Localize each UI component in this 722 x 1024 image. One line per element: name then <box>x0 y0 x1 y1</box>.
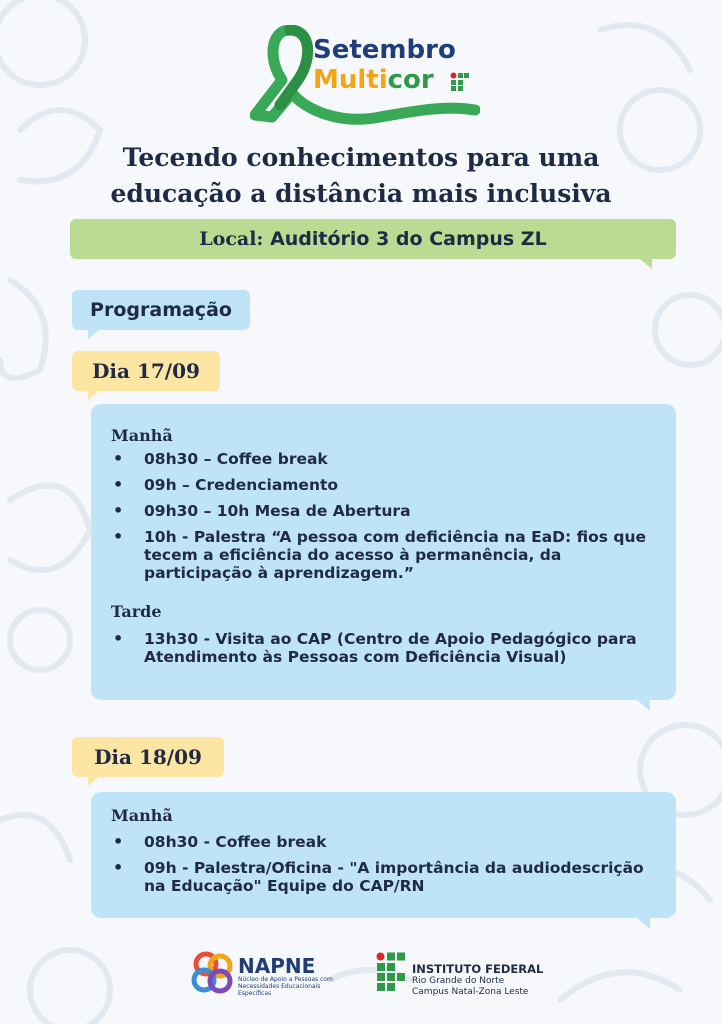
logo-word-multicor <box>313 65 434 95</box>
event-logo <box>250 25 480 125</box>
napne-subtitle: Núcleo de Apoio a Pessoas com Necessidades Educacionais Específicas <box>238 976 333 997</box>
napne-logo <box>190 948 340 998</box>
list-item: • 13h30 - Visita ao CAP (Centro de Apoio Pedagógico para Atendimento às Pessoas com Deficiência Visual) <box>111 630 656 666</box>
list-item: • 10h - Palestra “A pessoa com deficiência na EaD: fios que tecem a eficiência do acesso à permanência, da participação à aprendizagem.” <box>111 528 656 582</box>
napne-circles-icon <box>190 950 236 996</box>
logo-word-setembro: Setembro <box>313 35 456 65</box>
day1-afternoon-label: Tarde <box>111 602 162 621</box>
day2-morning-label: Manhã <box>111 806 173 825</box>
event-title <box>20 140 702 212</box>
day2-schedule-panel <box>91 792 676 918</box>
list-item: • 09h30 – 10h Mesa de Abertura <box>111 502 656 520</box>
napne-title: NAPNE <box>238 954 316 978</box>
if-mini-logo-icon <box>450 72 470 92</box>
list-item: • 08h30 – Coffee break <box>111 450 656 468</box>
day1-afternoon-list <box>111 630 656 674</box>
if-campus: Campus Natal-Zona Leste <box>412 987 529 997</box>
if-logo <box>376 952 546 998</box>
day1-label: Dia 17/09 <box>72 351 220 391</box>
title-line-2: educação a distância mais inclusiva <box>110 179 612 208</box>
list-item: • 08h30 - Coffee break <box>111 833 656 851</box>
day2-label: Dia 18/09 <box>72 737 224 777</box>
day1-schedule-panel <box>91 404 676 700</box>
logo-word-cor: cor <box>387 65 434 95</box>
location-banner <box>70 219 676 259</box>
day1-morning-list <box>111 450 656 590</box>
list-item: • 09h - Palestra/Oficina - "A importância da audiodescrição na Educação" Equipe do CAP/RN <box>111 859 656 895</box>
title-line-1: Tecendo conhecimentos para uma <box>122 143 600 172</box>
if-grid-icon <box>376 952 406 996</box>
logo-word-multi: Multi <box>313 65 388 95</box>
location-label: Local: <box>199 228 264 250</box>
day2-morning-list <box>111 833 656 903</box>
day1-morning-label: Manhã <box>111 426 173 445</box>
location-value: Auditório 3 do Campus ZL <box>270 228 547 250</box>
if-state: Rio Grande do Norte <box>412 976 505 986</box>
schedule-heading: Programação <box>72 290 250 330</box>
if-name: INSTITUTO FEDERAL <box>412 962 544 976</box>
list-item: • 09h – Credenciamento <box>111 476 656 494</box>
